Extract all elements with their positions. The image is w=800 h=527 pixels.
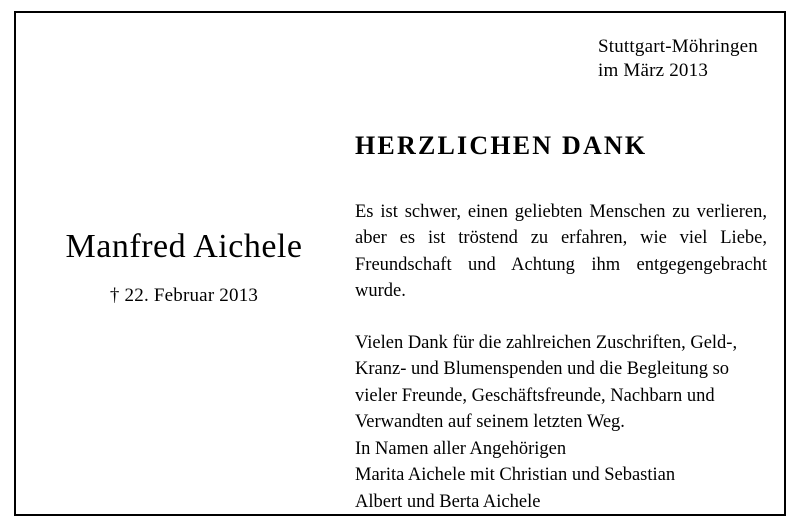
signature-line-1: In Namen aller Angehörigen [355,439,567,459]
signature-block [355,436,675,515]
thanks-title: HERZLICHEN DANK [355,131,648,160]
location-date: im März 2013 [597,60,709,82]
signature-line-2: Marita Aichele mit Christian und Sebastian [355,465,676,486]
thanks-block [355,131,775,435]
deceased-block [34,228,334,307]
thanks-paragraph-2: Vielen Dank für die zahlreichen Zuschriften, Geld-, Kranz- und Blumenspenden und die Begleitung so vieler Freunde, Geschäftsfreunde, Nachbarn und Verwandten auf seinem letzten Weg. [355,333,738,432]
deceased-name: Manfred Aichele [65,228,303,265]
deceased-death-date: † 22. Februar 2013 [109,285,259,307]
location-block [598,35,758,84]
location-city: Stuttgart-Möhringen [597,36,758,57]
notice-frame [14,11,786,516]
thanks-paragraph-1: Es ist schwer, einen geliebten Menschen zu verlieren, aber es ist tröstend zu erfahren, wie viel Liebe, Freundschaft und Achtung ihm entgegengebracht wurde. [355,202,767,301]
signature-line-3: Albert und Berta Aichele [355,491,541,512]
